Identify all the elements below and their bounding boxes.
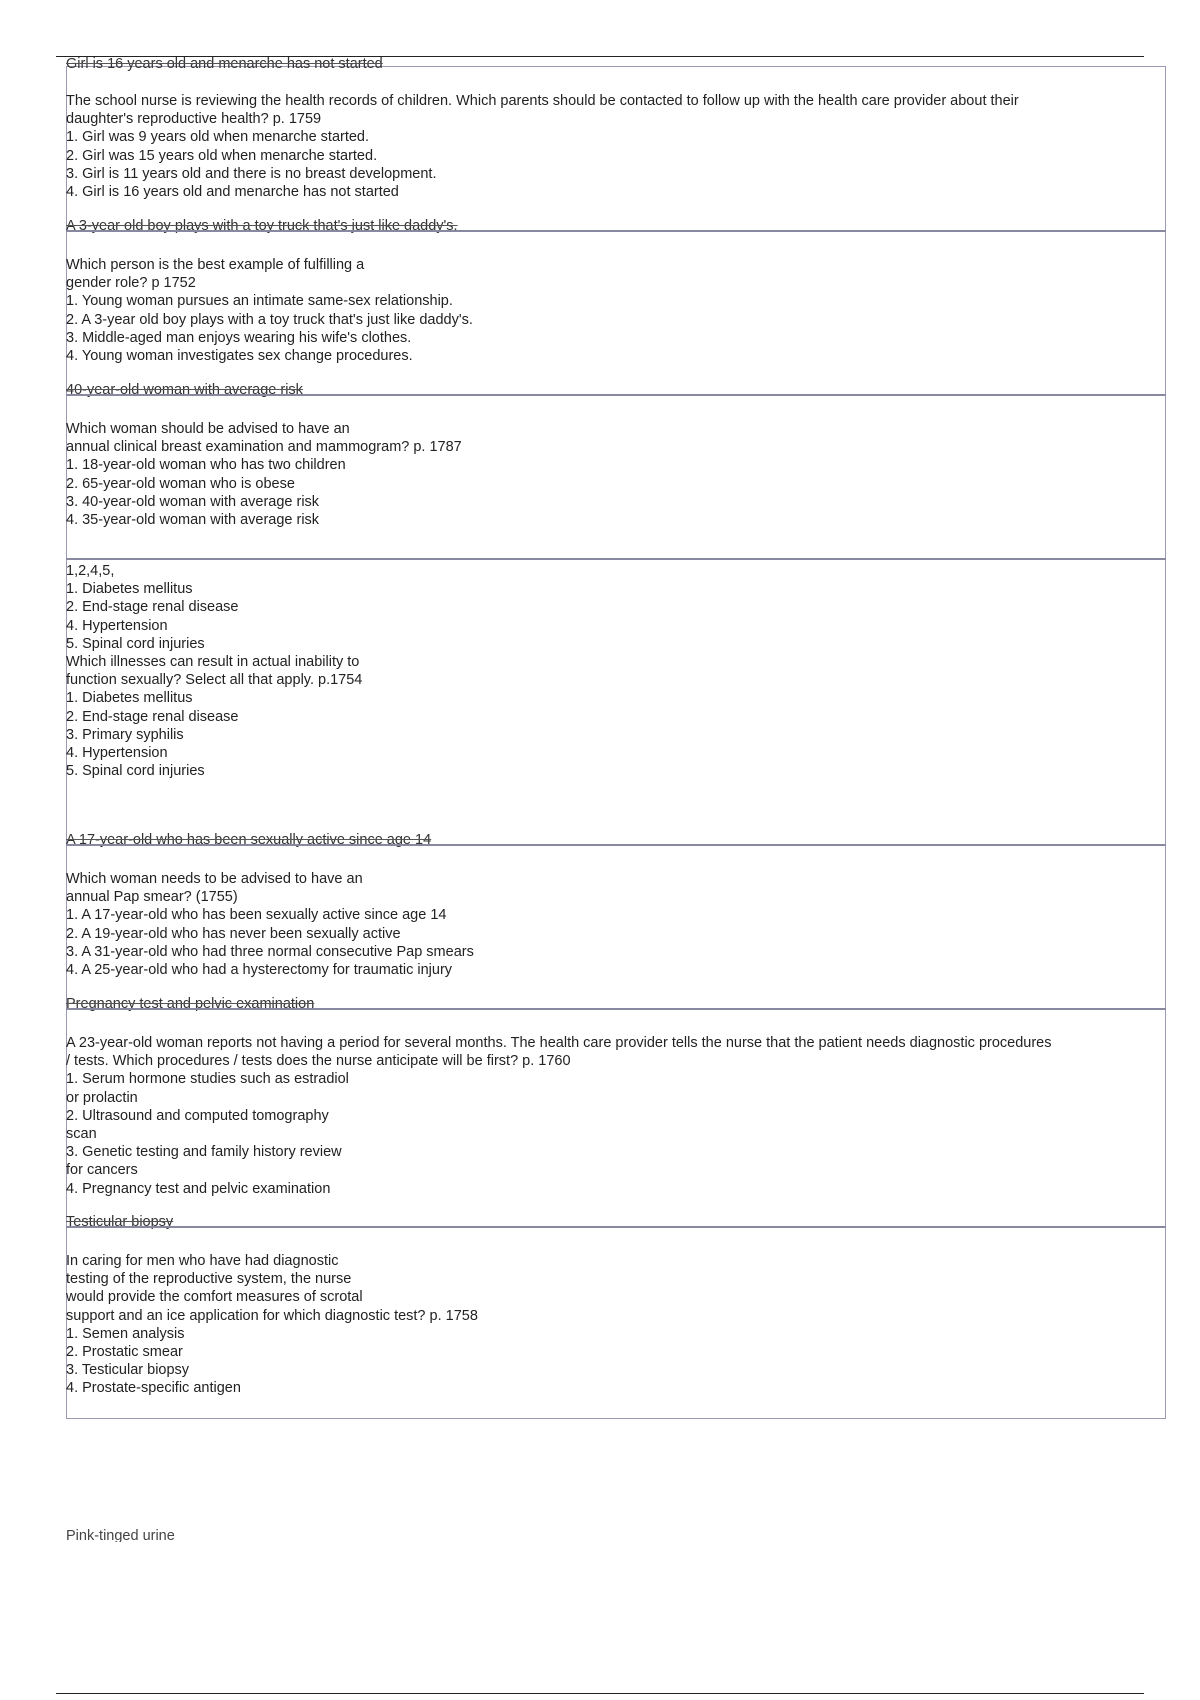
question-line: 4. Pregnancy test and pelvic examination — [66, 1180, 331, 1197]
question-line: 1,2,4,5, — [66, 563, 115, 579]
question-line: 4. Hypertension — [66, 745, 168, 762]
question-line: for cancers — [66, 1162, 138, 1179]
question-line: 3. A 31-year-old who had three normal consecutive Pap smears — [66, 943, 474, 960]
question-line: 1. 18-year-old woman who has two children — [66, 457, 346, 474]
card-divider — [66, 1226, 1166, 1228]
question-line: A 23-year-old woman reports not having a period for several months. The health care provider tells the nurse that the patient needs diagnostic procedures — [66, 1035, 1052, 1051]
card-question — [66, 1034, 1052, 1198]
question-line: 2. A 19-year-old who has never been sexually active — [66, 925, 401, 942]
question-line: 2. 65-year-old woman who is obese — [66, 475, 295, 492]
question-line: 2. Prostatic smear — [66, 1344, 183, 1361]
question-line: / tests. Which procedures / tests does the nurse anticipate will be first? p. 1760 — [66, 1053, 571, 1070]
question-line: 4. Girl is 16 years old and menarche has not started — [66, 184, 399, 201]
card-question — [66, 562, 362, 780]
card-question — [66, 1252, 478, 1398]
question-line: 3. Testicular biopsy — [66, 1362, 190, 1379]
card-divider — [66, 558, 1166, 560]
question-line: 3. Middle-aged man enjoys wearing his wife's clothes. — [66, 329, 412, 346]
card-answer: A 17-year-old who has been sexually active since age 14 — [66, 832, 432, 848]
card-divider — [66, 844, 1166, 846]
question-line: 1. Diabetes mellitus — [66, 690, 193, 707]
question-line: Which illnesses can result in actual inability to — [66, 654, 360, 671]
stray-answer: Pink-tinged urine — [66, 1528, 175, 1542]
question-line: daughter's reproductive health? p. 1759 — [66, 111, 322, 128]
question-line: 1. A 17-year-old who has been sexually active since age 14 — [66, 907, 447, 924]
question-line: 1. Young woman pursues an intimate same-sex relationship. — [66, 293, 453, 310]
question-line: 3. Girl is 11 years old and there is no breast development. — [66, 165, 437, 182]
card-question — [66, 420, 462, 529]
question-line: 2. Ultrasound and computed tomography — [66, 1107, 329, 1124]
question-line: 3. 40-year-old woman with average risk — [66, 493, 320, 510]
question-line: 2. End-stage renal disease — [66, 708, 239, 725]
card-answer: Testicular biopsy — [66, 1214, 174, 1230]
card-answer: Pregnancy test and pelvic examination — [66, 996, 315, 1012]
question-line: 5. Spinal cord injuries — [66, 763, 205, 780]
question-line: 4. Prostate-specific antigen — [66, 1380, 241, 1397]
question-line: function sexually? Select all that apply. p.1754 — [66, 672, 363, 689]
question-line: 3. Genetic testing and family history review — [66, 1144, 342, 1161]
question-line: 2. Girl was 15 years old when menarche started. — [66, 147, 378, 164]
question-line: 3. Primary syphilis — [66, 726, 184, 743]
question-line: scan — [66, 1126, 97, 1143]
question-line: annual Pap smear? (1755) — [66, 889, 238, 906]
question-line: In caring for men who have had diagnostic — [66, 1253, 339, 1269]
card-divider — [66, 1008, 1166, 1010]
question-line: The school nurse is reviewing the health records of children. Which parents should be contacted to follow up with the health care provider about their — [66, 93, 1019, 109]
question-line: Which woman needs to be advised to have an — [66, 871, 363, 887]
card-answer: Girl is 16 years old and menarche has not started — [66, 56, 383, 72]
question-line: Which person is the best example of fulfilling a — [66, 257, 365, 273]
card-question — [66, 256, 473, 365]
question-line: annual clinical breast examination and mammogram? p. 1787 — [66, 439, 462, 456]
question-line: 2. End-stage renal disease — [66, 599, 239, 616]
question-line: 2. A 3-year old boy plays with a toy truck that's just like daddy's. — [66, 311, 473, 328]
question-line: 1. Diabetes mellitus — [66, 581, 193, 598]
bottom-rule — [56, 1693, 1144, 1694]
question-line: 4. 35-year-old woman with average risk — [66, 512, 320, 529]
question-line: 1. Semen analysis — [66, 1325, 185, 1342]
question-line: 1. Serum hormone studies such as estradiol — [66, 1071, 349, 1088]
question-line: 4. Young woman investigates sex change procedures. — [66, 348, 413, 365]
question-line: Which woman should be advised to have an — [66, 421, 350, 437]
card-answer: A 3-year old boy plays with a toy truck that's just like daddy's. — [66, 218, 458, 234]
question-line: 4. A 25-year-old who had a hysterectomy for traumatic injury — [66, 962, 453, 979]
question-line: 1. Girl was 9 years old when menarche started. — [66, 129, 370, 146]
card-divider — [66, 230, 1166, 232]
question-line: support and an ice application for which diagnostic test? p. 1758 — [66, 1307, 478, 1324]
question-line: or prolactin — [66, 1089, 138, 1106]
question-line: 4. Hypertension — [66, 617, 168, 634]
question-line: 5. Spinal cord injuries — [66, 635, 205, 652]
card-answer: 40-year-old woman with average risk — [66, 382, 303, 398]
card-divider — [66, 394, 1166, 396]
card-question — [66, 92, 1019, 201]
question-line: testing of the reproductive system, the nurse — [66, 1271, 352, 1288]
card-question — [66, 870, 474, 979]
question-line: gender role? p 1752 — [66, 275, 196, 292]
question-line: would provide the comfort measures of scrotal — [66, 1289, 363, 1306]
